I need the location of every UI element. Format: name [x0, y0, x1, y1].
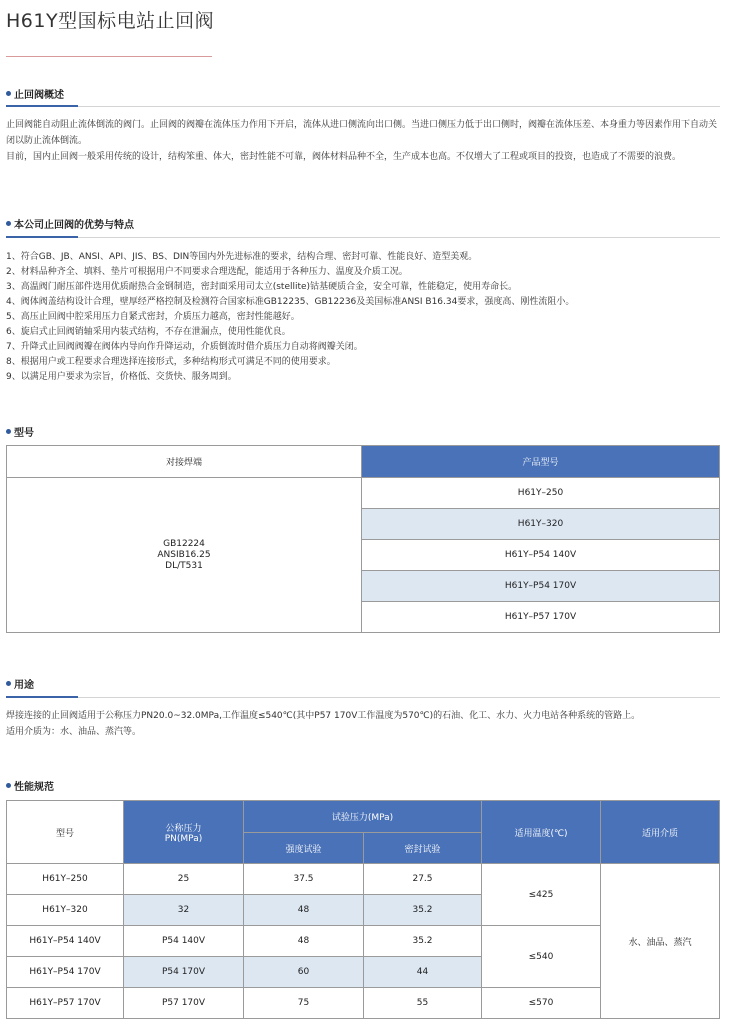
table-header-cell: 试验压力(MPa)	[244, 801, 482, 833]
list-item: 9、以满足用户要求为宗旨，价格低、交货快、服务周到。	[6, 372, 237, 382]
section-heading-usage: 用途	[6, 676, 34, 691]
table-header-cell: 适用温度(℃)	[482, 801, 601, 864]
list-item: 8、根据用户或工程要求合理选择连接形式，多种结构形式可满足不同的使用要求。	[6, 357, 336, 367]
list-item: 3、高温阀门耐压部件选用优质耐热合金钢制造，密封面采用司太立(stellite)钴基硬质合金，安全可靠，性能稳定，使用寿命长。	[6, 282, 518, 292]
table-header-cell: 密封试验	[364, 833, 482, 864]
list-item: 4、阀体阀盖结构设计合理，壁厚经严格控制及检测符合国家标准GB12235、GB12236及美国标准ANSI B16.34要求，强度高、刚性流阻小。	[6, 297, 575, 307]
table-row: H61Y–P57 170V P57 170V 75 55 ≤570	[7, 988, 720, 1019]
section-heading-overview: 止回阀概述	[6, 86, 64, 101]
bullet-icon	[6, 783, 11, 788]
spec-table	[6, 800, 720, 1019]
list-item: 1、符合GB、JB、ANSI、API、JIS、BS、DIN等国内外先进标准的要求，结构合理、密封可靠、性能良好、造型美观。	[6, 252, 478, 262]
standard-text: DL/T531	[165, 560, 203, 571]
temperature-cell: ≤540	[482, 926, 601, 988]
advantages-list	[6, 250, 718, 385]
section-divider	[6, 697, 720, 698]
table-header-cell: 适用介质	[601, 801, 720, 864]
standards-cell	[7, 478, 362, 633]
standard-text: GB12224	[163, 538, 205, 549]
table-header-cell: 强度试验	[244, 833, 364, 864]
usage-paragraph-2: 适用介质为：水、油品、蒸汽等。	[6, 727, 142, 737]
model-table	[6, 445, 720, 633]
table-row: H61Y–P54 140V P54 140V 48 35.2 ≤540	[7, 926, 720, 957]
title-divider	[6, 56, 212, 57]
table-header-cell: 公称压力PN(MPa)	[124, 801, 244, 864]
section-divider	[6, 106, 720, 107]
section-heading-specs: 性能规范	[6, 778, 54, 793]
model-cell: H61Y–P57 170V	[362, 602, 720, 633]
usage-paragraph-1: 焊接连接的止回阀适用于公称压力PN20.0~32.0MPa,工作温度≤540℃(其中P57 170V工作温度为570℃)的石油、化工、水力、火力电站各种系统的管路上。	[6, 711, 641, 721]
section-divider	[6, 237, 720, 238]
overview-text	[6, 117, 718, 165]
table-row: H61Y–320 32 48 35.2	[7, 895, 720, 926]
temperature-cell: ≤425	[482, 864, 601, 926]
bullet-icon	[6, 429, 11, 434]
section-heading-model: 型号	[6, 424, 34, 439]
bullet-icon	[6, 91, 11, 96]
overview-paragraph-2: 目前，国内止回阀一般采用传统的设计，结构笨重、体大，密封性能不可靠，阀体材料品种不全，生产成本也高。不仅增大了工程或项目的投资，也造成了不需要的浪费。	[6, 152, 682, 162]
list-item: 6、旋启式止回阀销轴采用内装式结构，不存在泄漏点，使用性能优良。	[6, 327, 291, 337]
medium-cell: 水、油品、蒸汽	[601, 864, 720, 1019]
standard-text: ANSIB16.25	[157, 549, 211, 560]
list-item: 5、高压止回阀中腔采用压力自紧式密封，介质压力越高，密封性能越好。	[6, 312, 300, 322]
page-title: H61Y型国标电站止回阀	[6, 10, 215, 32]
model-cell: H61Y–320	[362, 509, 720, 540]
model-cell: H61Y–P54 140V	[362, 540, 720, 571]
table-header-cell: 对接焊端	[7, 446, 362, 478]
table-row: H61Y–P54 170V P54 170V 60 44	[7, 957, 720, 988]
usage-text	[6, 708, 718, 740]
model-cell: H61Y–P54 170V	[362, 571, 720, 602]
model-cell: H61Y–250	[362, 478, 720, 509]
bullet-icon	[6, 221, 11, 226]
table-header-cell: 产品型号	[362, 446, 720, 478]
overview-paragraph-1: 止回阀能自动阻止流体倒流的阀门。止回阀的阀瓣在流体压力作用下开启，流体从进口侧流向出口侧。当进口侧压力低于出口侧时，阀瓣在流体压差、本身重力等因素作用下自动关闭以防止流体倒流。	[6, 120, 718, 146]
table-header-cell: 型号	[7, 801, 124, 864]
list-item: 7、升降式止回阀阀瓣在阀体内导向作升降运动，介质倒流时借介质压力自动将阀瓣关闭。	[6, 342, 363, 352]
list-item: 2、材料品种齐全、填料、垫片可根据用户不同要求合理选配，能适用于各种压力、温度及介质工况。	[6, 267, 408, 277]
bullet-icon	[6, 681, 11, 686]
section-heading-advantages: 本公司止回阀的优势与特点	[6, 216, 134, 231]
temperature-cell: ≤570	[482, 988, 601, 1019]
table-row: H61Y–250 25 37.5 27.5 ≤425 水、油品、蒸汽	[7, 864, 720, 895]
